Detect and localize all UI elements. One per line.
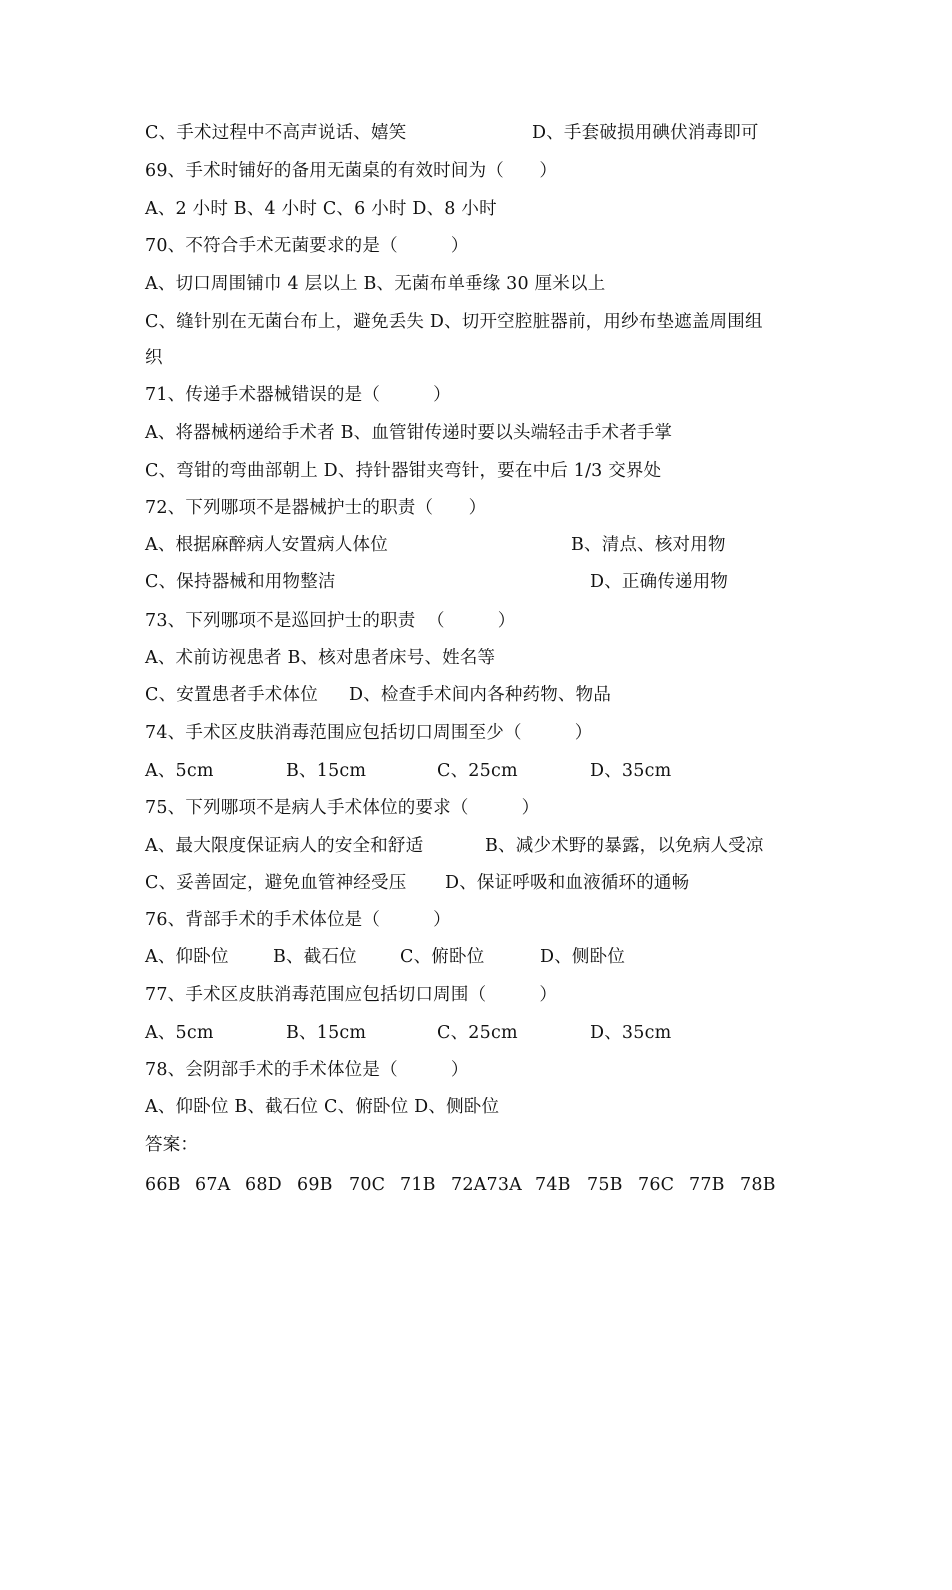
question-text: 69、手术时铺好的备用无菌桌的有效时间为（ ） — [145, 161, 558, 181]
question-71-options-cd — [145, 456, 662, 486]
option-d: D、侧卧位 — [540, 947, 626, 967]
question-72-options-cd — [145, 567, 729, 597]
options-text: A、切口周围铺巾 4 层以上 B、无菌布单垂缘 30 厘米以上 — [145, 274, 606, 294]
option-d: D、35cm — [590, 761, 672, 781]
answer-key — [145, 1170, 776, 1200]
option-b: B、15cm — [286, 761, 367, 781]
options-text: C、缝针别在无菌台布上，避免丢失 D、切开空腔脏器前，用纱布垫遮盖周围组 — [145, 312, 763, 332]
answers-label: 答案： — [145, 1135, 199, 1155]
option-d: D、保证呼吸和血液循环的通畅 — [445, 873, 690, 893]
question-text: 78、会阴部手术的手术体位是（ ） — [145, 1060, 469, 1080]
option-d: D、手套破损用碘伏消毒即可 — [532, 123, 759, 143]
answer-75: 75B — [587, 1175, 623, 1195]
option-c: C、安置患者手术体位 — [145, 685, 318, 705]
question-68-options-cd — [145, 118, 759, 148]
question-76 — [145, 905, 451, 935]
question-71-options-ab — [145, 418, 673, 448]
option-a: A、根据麻醉病人安置病人体位 — [145, 535, 388, 555]
question-73 — [145, 606, 516, 636]
question-69 — [145, 156, 558, 186]
question-70-options-cd-continued — [145, 343, 168, 373]
option-b: B、15cm — [286, 1023, 367, 1043]
question-71 — [145, 380, 451, 410]
question-76-options — [145, 942, 626, 972]
question-text: 72、下列哪项不是器械护士的职责（ ） — [145, 498, 487, 518]
options-text: C、弯钳的弯曲部朝上 D、持针器钳夹弯针，要在中后 1/3 交界处 — [145, 461, 662, 481]
option-d: D、正确传递用物 — [590, 572, 729, 592]
options-text: A、仰卧位 B、截石位 C、俯卧位 D、侧卧位 — [145, 1097, 500, 1117]
question-78 — [145, 1055, 469, 1085]
question-70-options-cd — [145, 307, 763, 337]
option-d: D、检查手术间内各种药物、物品 — [349, 685, 612, 705]
answer-71: 71B — [400, 1175, 436, 1195]
option-a: A、5cm — [145, 761, 214, 781]
question-70 — [145, 231, 469, 261]
option-c: C、25cm — [437, 1023, 518, 1043]
question-73-options-ab — [145, 643, 496, 673]
option-c: C、手术过程中不高声说话、嬉笑 — [145, 123, 407, 143]
answer-74: 74B — [535, 1175, 571, 1195]
option-c: C、妥善固定，避免血管神经受压 — [145, 873, 407, 893]
options-text: A、将器械柄递给手术者 B、血管钳传递时要以头端轻击手术者手掌 — [145, 423, 673, 443]
question-text: 76、背部手术的手术体位是（ ） — [145, 910, 451, 930]
question-text: 74、手术区皮肤消毒范围应包括切口周围至少（ ） — [145, 723, 593, 743]
question-74 — [145, 718, 593, 748]
question-74-options — [145, 756, 672, 786]
option-d: D、35cm — [590, 1023, 672, 1043]
option-a: A、5cm — [145, 1023, 214, 1043]
question-text: 75、下列哪项不是病人手术体位的要求（ ） — [145, 798, 540, 818]
answer-76: 76C — [638, 1175, 675, 1195]
answer-69: 69B — [297, 1175, 333, 1195]
question-75-options-cd — [145, 868, 690, 898]
option-a: A、最大限度保证病人的安全和舒适 — [145, 836, 424, 856]
question-text: 73、下列哪项不是巡回护士的职责 （ ） — [145, 611, 516, 631]
answer-78: 78B — [740, 1175, 776, 1195]
question-72-options-ab — [145, 530, 726, 560]
question-75 — [145, 793, 540, 823]
question-69-options — [145, 194, 497, 224]
answer-68: 68D — [245, 1175, 282, 1195]
answer-67: 67A — [195, 1175, 231, 1195]
question-77-options — [145, 1018, 672, 1048]
question-text: 70、不符合手术无菌要求的是（ ） — [145, 236, 469, 256]
question-78-options — [145, 1092, 500, 1122]
question-text: 71、传递手术器械错误的是（ ） — [145, 385, 451, 405]
option-a: A、仰卧位 — [145, 947, 229, 967]
option-b: B、减少术野的暴露，以免病人受凉 — [485, 836, 764, 856]
question-72 — [145, 493, 487, 523]
question-73-options-cd — [145, 680, 612, 710]
options-text: A、术前访视患者 B、核对患者床号、姓名等 — [145, 648, 496, 668]
options-text: 织 — [145, 348, 163, 368]
option-c: C、25cm — [437, 761, 518, 781]
answer-66: 66B — [145, 1175, 181, 1195]
answer-70: 70C — [349, 1175, 386, 1195]
answer-72-73: 72A73A — [451, 1175, 523, 1195]
question-75-options-ab — [145, 831, 764, 861]
answers-heading — [145, 1130, 199, 1160]
question-77 — [145, 980, 558, 1010]
option-c: C、俯卧位 — [400, 947, 485, 967]
question-70-options-ab — [145, 269, 606, 299]
question-text: 77、手术区皮肤消毒范围应包括切口周围（ ） — [145, 985, 558, 1005]
option-c: C、保持器械和用物整洁 — [145, 572, 336, 592]
answer-77: 77B — [689, 1175, 725, 1195]
option-b: B、截石位 — [273, 947, 357, 967]
options-text: A、2 小时 B、4 小时 C、6 小时 D、8 小时 — [145, 199, 497, 219]
option-b: B、清点、核对用物 — [571, 535, 726, 555]
